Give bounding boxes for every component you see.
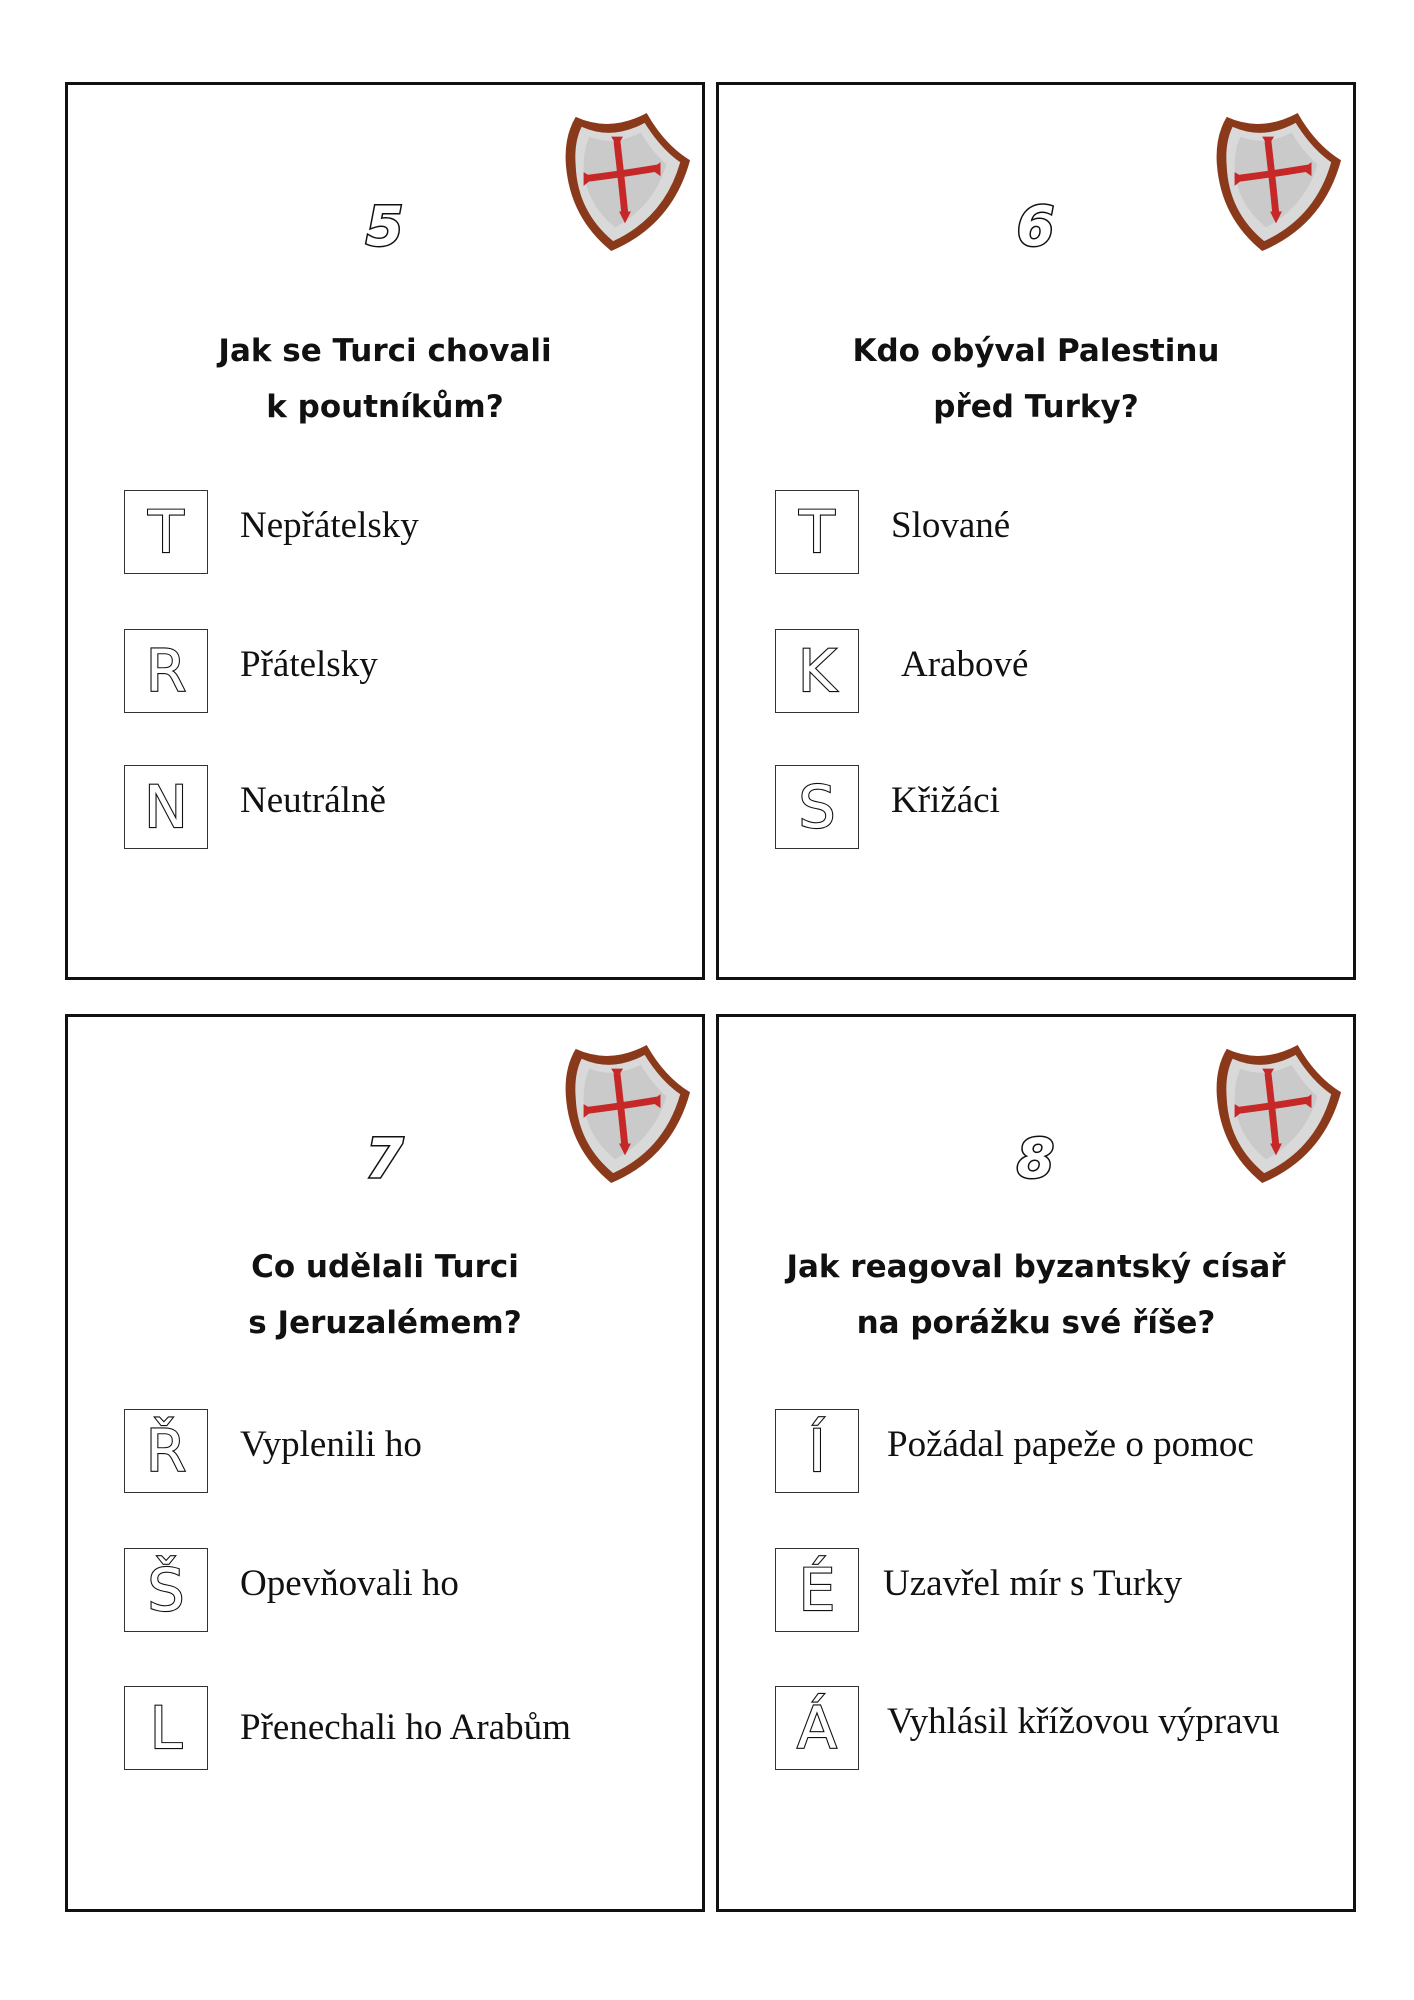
card-number: 6	[1016, 195, 1056, 258]
answer-letter-box: T	[775, 490, 859, 574]
answer-option	[775, 1686, 1335, 1770]
answer-text: Přátelsky	[240, 644, 378, 685]
question-line-1: Kdo obýval Palestinu	[852, 333, 1220, 369]
question-line-2: s Jeruzalémem?	[248, 1305, 522, 1341]
answer-option	[124, 1548, 684, 1632]
answer-letter-box: É	[775, 1548, 859, 1632]
answer-text: Křižáci	[891, 780, 1000, 821]
answer-letter-box: L	[124, 1686, 208, 1770]
answer-option	[775, 629, 1335, 713]
answer-text: Slované	[891, 505, 1011, 546]
answer-option	[124, 1686, 684, 1770]
answer-text: Uzavřel mír s Turky	[883, 1563, 1183, 1604]
question-line-2: před Turky?	[933, 389, 1139, 425]
answer-option	[775, 765, 1335, 849]
card-number: 8	[1016, 1127, 1056, 1190]
question-card-5	[65, 82, 705, 980]
answer-letter-box: N	[124, 765, 208, 849]
answer-letter-box: Ř	[124, 1409, 208, 1493]
answer-text: Požádal papeže o pomoc	[887, 1424, 1254, 1465]
answer-option	[775, 490, 1335, 574]
answer-option	[775, 1409, 1335, 1493]
answer-letter-box: T	[124, 490, 208, 574]
answer-text: Vyhlásil křížovou výpravu	[887, 1701, 1280, 1742]
answer-letter-box: R	[124, 629, 208, 713]
answer-text: Neutrálně	[240, 780, 386, 821]
question-card-7	[65, 1014, 705, 1912]
question-text	[78, 1239, 692, 1351]
question-line-1: Co udělali Turci	[251, 1249, 519, 1285]
answer-letter-box: Š	[124, 1548, 208, 1632]
answer-text: Nepřátelsky	[240, 505, 419, 546]
answer-option	[124, 490, 684, 574]
answer-text: Opevňovali ho	[240, 1563, 459, 1604]
card-number: 7	[365, 1127, 405, 1190]
question-text	[78, 323, 692, 435]
answer-text: Vyplenili ho	[240, 1424, 422, 1465]
card-number: 5	[365, 195, 405, 258]
answer-option	[124, 765, 684, 849]
answer-letter-box: K	[775, 629, 859, 713]
answer-text: Arabové	[901, 644, 1029, 685]
answer-option	[775, 1548, 1335, 1632]
question-line-2: na porážku své říše?	[856, 1305, 1216, 1341]
question-line-2: k poutníkům?	[266, 389, 504, 425]
question-line-1: Jak reagoval byzantský císař	[786, 1249, 1286, 1285]
question-card-8	[716, 1014, 1356, 1912]
answer-option	[124, 1409, 684, 1493]
answer-text: Přenechali ho Arabům	[240, 1707, 571, 1748]
question-line-1: Jak se Turci chovali	[218, 333, 552, 369]
answer-option	[124, 629, 684, 713]
question-text	[729, 323, 1343, 435]
answer-letter-box: S	[775, 765, 859, 849]
answer-letter-box: Í	[775, 1409, 859, 1493]
answer-letter-box: Á	[775, 1686, 859, 1770]
question-card-6	[716, 82, 1356, 980]
question-text	[729, 1239, 1343, 1351]
